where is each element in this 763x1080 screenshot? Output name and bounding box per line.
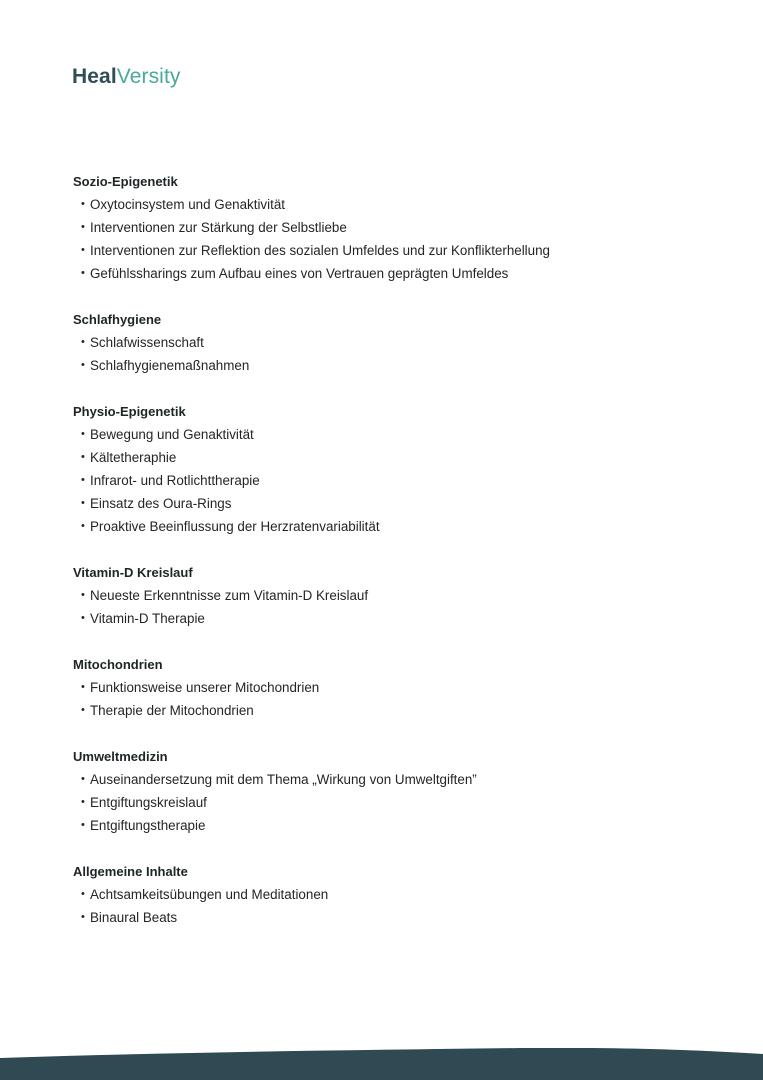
list-item-text: Interventionen zur Reflektion des sozialen Umfeldes und zur Konflikterhellung — [90, 243, 551, 258]
section-title: Schlafhygiene — [73, 312, 162, 327]
bullet-icon: • — [81, 704, 85, 716]
bullet-icon: • — [81, 267, 85, 279]
section-allgemeine-inhalte — [73, 860, 693, 929]
list-item-text: Schlafwissenschaft — [90, 335, 204, 350]
bullet-icon: • — [81, 359, 85, 371]
list-item — [73, 216, 693, 239]
section-items — [73, 331, 693, 377]
section-items — [73, 768, 693, 837]
bullet-icon: • — [81, 612, 85, 624]
section-items — [73, 423, 693, 538]
list-item-text: Neueste Erkenntnisse zum Vitamin-D Kreislauf — [90, 588, 369, 603]
list-item — [73, 699, 693, 722]
footer-wave-shape — [0, 1048, 763, 1080]
list-item — [73, 515, 693, 538]
list-item-text: Bewegung und Genaktivität — [90, 427, 254, 442]
bullet-icon: • — [81, 589, 85, 601]
list-item-text: Funktionsweise unserer Mitochondrien — [90, 680, 320, 695]
list-item — [73, 193, 693, 216]
list-item — [73, 469, 693, 492]
list-item-text: Auseinandersetzung mit dem Thema „Wirkung von Umweltgiften” — [90, 772, 477, 787]
section-title: Umweltmedizin — [73, 749, 168, 764]
list-item — [73, 446, 693, 469]
list-item-text: Therapie der Mitochondrien — [90, 703, 254, 718]
list-item — [73, 676, 693, 699]
list-item-text: Proaktive Beeinflussung der Herzratenvariabilität — [90, 519, 380, 534]
bullet-icon: • — [81, 221, 85, 233]
bullet-icon: • — [81, 474, 85, 486]
list-item — [73, 423, 693, 446]
bullet-icon: • — [81, 773, 85, 785]
list-item — [73, 354, 693, 377]
section-items — [73, 584, 693, 630]
section-mitochondrien — [73, 653, 693, 722]
list-item — [73, 883, 693, 906]
section-items — [73, 676, 693, 722]
section-title: Vitamin-D Kreislauf — [73, 565, 193, 580]
bullet-icon: • — [81, 681, 85, 693]
section-title: Physio-Epigenetik — [73, 404, 186, 419]
list-item-text: Kältetheraphie — [90, 450, 177, 465]
list-item — [73, 906, 693, 929]
brand-logo — [72, 66, 181, 87]
bullet-icon: • — [81, 888, 85, 900]
list-item-text: Achtsamkeitsübungen und Meditationen — [90, 887, 329, 902]
list-item — [73, 814, 693, 837]
section-title: Mitochondrien — [73, 657, 163, 672]
bullet-icon: • — [81, 451, 85, 463]
list-item-text: Oxytocinsystem und Genaktivität — [90, 197, 285, 212]
list-item-text: Binaural Beats — [90, 910, 178, 925]
list-item-text: Einsatz des Oura-Rings — [90, 496, 232, 511]
list-item-text: Entgiftungstherapie — [90, 818, 206, 833]
section-sozio-epigenetik — [73, 170, 693, 285]
section-physio-epigenetik — [73, 400, 693, 538]
list-item-text: Gefühlssharings zum Aufbau eines von Vertrauen geprägten Umfeldes — [90, 266, 509, 281]
bullet-icon: • — [81, 520, 85, 532]
bullet-icon: • — [81, 819, 85, 831]
bullet-icon: • — [81, 198, 85, 210]
list-item — [73, 607, 693, 630]
list-item — [73, 584, 693, 607]
list-item-text: Vitamin-D Therapie — [90, 611, 205, 626]
bullet-icon: • — [81, 244, 85, 256]
list-item — [73, 262, 693, 285]
bullet-icon: • — [81, 911, 85, 923]
bullet-icon: • — [81, 428, 85, 440]
bullet-icon: • — [81, 497, 85, 509]
list-item-text: Entgiftungskreislauf — [90, 795, 207, 810]
logo-text-heal: Heal — [72, 65, 117, 88]
section-items — [73, 883, 693, 929]
list-item — [73, 791, 693, 814]
section-schlafhygiene — [73, 308, 693, 377]
list-item — [73, 492, 693, 515]
bullet-icon: • — [81, 796, 85, 808]
list-item-text: Schlafhygienemaßnahmen — [90, 358, 250, 373]
section-title: Allgemeine Inhalte — [73, 864, 188, 879]
list-item — [73, 768, 693, 791]
section-items — [73, 193, 693, 285]
section-title: Sozio-Epigenetik — [73, 174, 178, 189]
list-item — [73, 239, 693, 262]
bullet-icon: • — [81, 336, 85, 348]
topic-list — [73, 170, 693, 952]
footer-wave — [0, 1048, 763, 1080]
list-item — [73, 331, 693, 354]
section-vitamin-d-kreislauf — [73, 561, 693, 630]
section-umweltmedizin — [73, 745, 693, 837]
logo-text-versity: Versity — [116, 65, 181, 88]
list-item-text: Interventionen zur Stärkung der Selbstliebe — [90, 220, 347, 235]
list-item-text: Infrarot- und Rotlichttherapie — [90, 473, 260, 488]
